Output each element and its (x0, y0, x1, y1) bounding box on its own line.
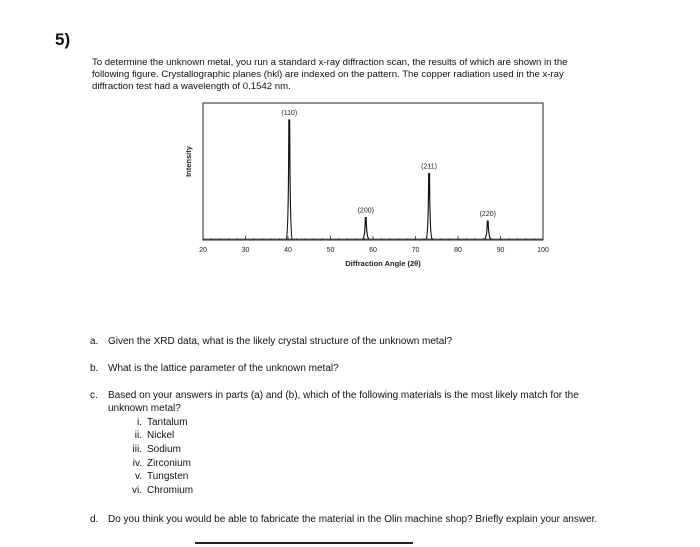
question-b-text: What is the lattice parameter of the unknown metal? (108, 363, 339, 374)
x-tick-label: 100 (537, 247, 549, 254)
x-tick-label: 60 (369, 247, 377, 254)
option-number: v. (134, 471, 142, 482)
option-number: i. (137, 417, 142, 428)
option-item (120, 458, 191, 469)
option-text: Nickel (147, 430, 175, 441)
option-text: Tantalum (147, 417, 188, 428)
plot-frame (203, 103, 543, 240)
intro-line: following figure. Crystallographic planes (hkl) are indexed on the pattern. The copper radiation used in the x-ray (92, 69, 564, 80)
option-number: iii. (132, 444, 142, 455)
option-number: ii. (134, 430, 142, 441)
option-item (120, 485, 193, 496)
question-intro (92, 57, 652, 93)
option-item (120, 444, 181, 455)
question-d-text: Do you think you would be able to fabricate the material in the Olin machine shop? Briefly explain your answer. (108, 514, 598, 525)
question-d (90, 514, 597, 525)
xrd-figure (170, 100, 560, 280)
x-axis-label: Diffraction Angle (2θ) (345, 259, 421, 268)
question-c (90, 390, 579, 401)
peak-label: (110) (281, 110, 298, 117)
option-number: iv. (132, 458, 142, 469)
option-text: Zirconium (147, 458, 191, 469)
question-c-label: c. (90, 390, 98, 401)
diffraction-peak (286, 120, 292, 239)
x-tick-label: 80 (454, 247, 462, 254)
question-c-text-line-2: unknown metal? (108, 403, 181, 414)
option-number: vi. (132, 485, 142, 496)
option-text: Sodium (147, 444, 181, 455)
question-b (90, 363, 339, 374)
question-a-text: Given the XRD data, what is the likely crystal structure of the unknown metal? (108, 336, 453, 347)
x-tick-label: 90 (496, 247, 505, 254)
diffraction-peak (363, 218, 369, 239)
peak-label: (200) (357, 207, 374, 215)
question-b-label: b. (90, 363, 99, 374)
question-c-text: Based on your answers in parts (a) and (b), which of the following materials is the most likely match for the (108, 390, 579, 401)
x-tick-label: 40 (284, 247, 292, 254)
diffraction-peak (426, 174, 432, 239)
diffraction-peak (485, 221, 491, 239)
option-text: Tungsten (147, 471, 189, 482)
x-tick-label: 30 (241, 247, 250, 254)
option-text: Chromium (147, 485, 194, 496)
x-tick-label: 20 (199, 247, 207, 254)
xrd-chart (170, 100, 560, 280)
option-item (120, 471, 188, 482)
intro-line: diffraction test had a wavelength of 0.1542 nm. (92, 81, 291, 92)
peak-label: (211) (421, 163, 438, 171)
answer-line (195, 542, 413, 544)
x-tick-label: 70 (411, 247, 420, 254)
intro-line: To determine the unknown metal, you run a standard x-ray diffraction scan, the results of which are shown in the (92, 57, 568, 68)
peak-label: (220) (479, 211, 496, 219)
x-tick-label: 50 (326, 247, 335, 254)
option-item (120, 430, 174, 441)
question-a-label: a. (90, 336, 99, 347)
option-item (120, 417, 188, 428)
question-d-label: d. (90, 514, 99, 525)
question-number: 5) (55, 30, 71, 49)
y-axis-label: Intensity (184, 146, 193, 177)
question-a (90, 336, 452, 347)
